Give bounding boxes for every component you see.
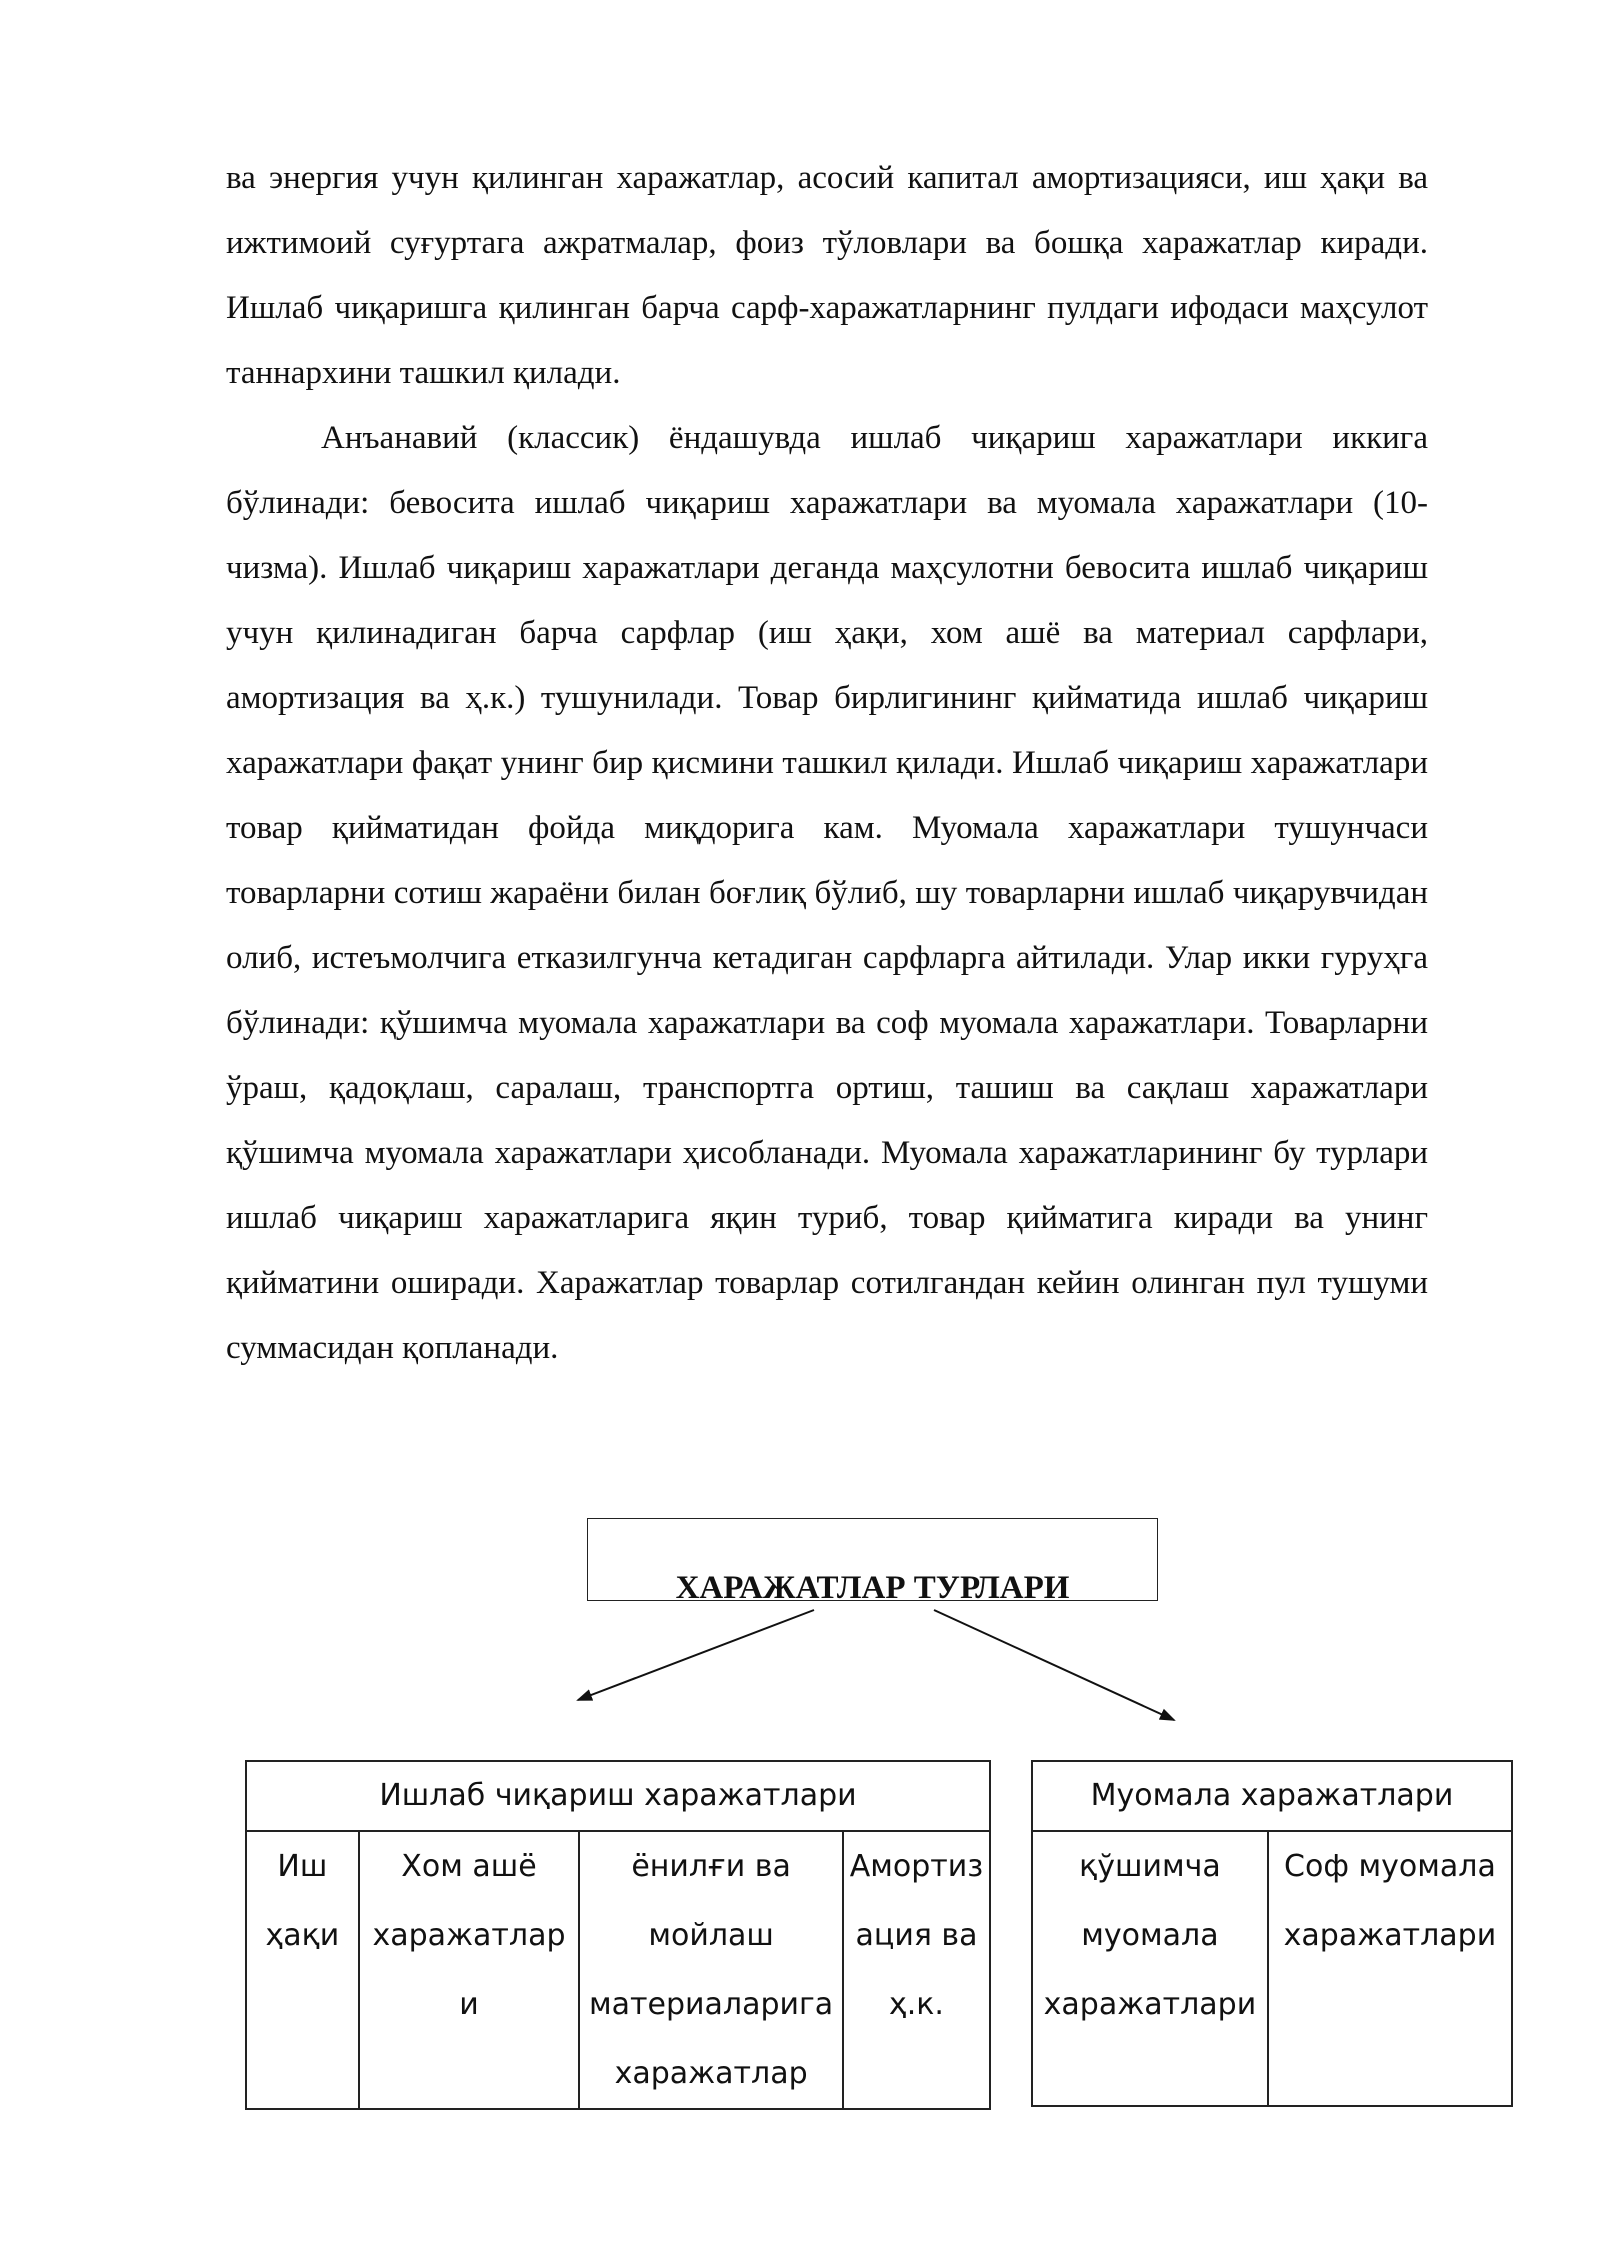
production-costs-table — [245, 1760, 991, 2110]
arrow-right — [934, 1610, 1174, 1720]
arrow-left — [578, 1610, 814, 1700]
cell-fuel-lubricants: ёнилғи ва мойлаш материаларига харажатлар — [579, 1831, 843, 2109]
circulation-costs-header: Муомала харажатлари — [1032, 1761, 1512, 1831]
circulation-costs-table — [1031, 1760, 1513, 2107]
cell-net-circulation: Соф муомала харажатлари — [1268, 1831, 1512, 2106]
cell-additional-circulation: қўшимча муомала харажатлари — [1032, 1831, 1268, 2106]
body-text — [226, 146, 1428, 1381]
cell-raw-materials: Хом ашё харажатлар и — [359, 1831, 579, 2109]
cell-amortization: Амортиз ация ва ҳ.к. — [843, 1831, 990, 2109]
cell-wages: Иш ҳақи — [246, 1831, 359, 2109]
paragraph-1: ва энергия учун қилинган харажатлар, асосий капитал амортизацияси, иш ҳақи ва ижтимоий суғуртага ажратмалар, фоиз тўловлари ва бошқа харажатлар киради. Ишлаб чиқаришга қилинган барча сарф-харажатларнинг пулдаги ифодаси маҳсулот таннархини ташкил қилади. — [226, 160, 1428, 391]
diagram-title: ХАРАЖАТЛАР ТУРЛАРИ — [675, 1570, 1070, 1606]
paragraph-2: Анъанавий (классик) ёндашувда ишлаб чиқариш харажатлари иккига бўлинади: бевосита ишлаб чиқариш харажатлари ва муомала харажатлари (10- чизма). Ишлаб чиқариш харажатлари деганда маҳсулотни бевосита ишлаб чиқариш учун қилинадиган барча сарфлар (иш ҳақи, хом ашё ва материал сарфлари, амортизация ва ҳ.к.) тушунилади. Товар бирлигининг қийматида ишлаб чиқариш харажатлари фақат унинг бир қисмини ташкил қилади. Ишлаб чиқариш харажатлари товар қийматидан фойда миқдорига кам. Муомала харажатлари тушунчаси товарларни сотиш жараёни билан боғлиқ бўлиб, шу товарларни ишлаб чиқарувчидан олиб, истеъмолчига етказилгунча кетадиган сарфларга айтилади. Улар икки гуруҳга бўлинади: қўшимча муомала харажатлари ва соф муомала харажатлари. Товарларни ўраш, қадоқлаш, саралаш, транспортга ортиш, ташиш ва сақлаш харажатлари қўшимча муомала харажатлари ҳисобланади. Муомала харажатларининг бу турлари ишлаб чиқариш харажатларига яқин туриб, товар қийматига киради ва унинг қийматини оширади. Харажатлар товарлар сотилгандан кейин олинган пул тушуми суммасидан қопланади. — [226, 420, 1428, 1366]
production-costs-header: Ишлаб чиқариш харажатлари — [246, 1761, 990, 1831]
